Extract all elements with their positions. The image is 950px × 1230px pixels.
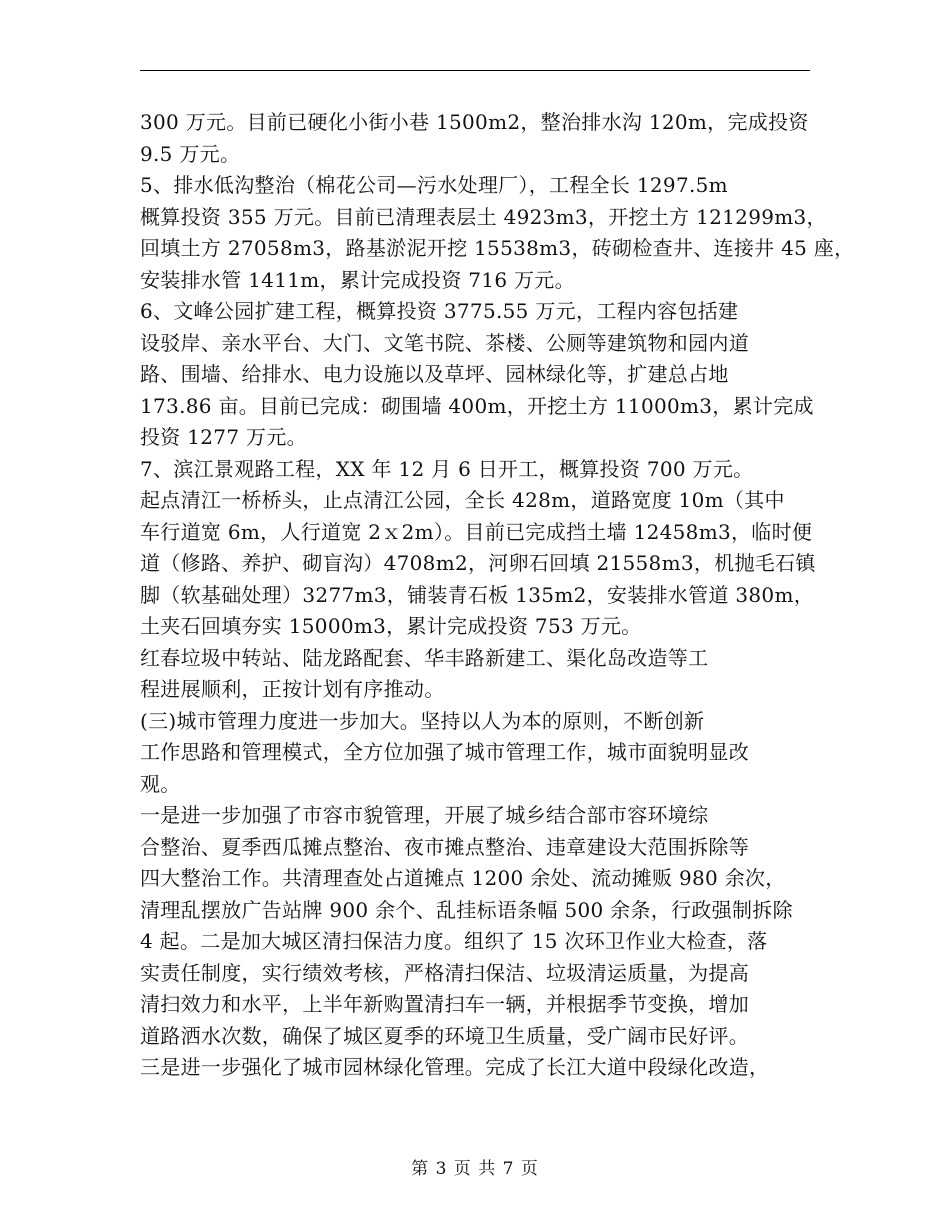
text-line: 清理乱摆放广告站牌 900 余个、乱挂标语条幅 500 余条，行政强制拆除 <box>140 897 793 922</box>
text-line: 观。 <box>140 771 181 796</box>
body-text <box>140 107 855 1084</box>
text-line: 投资 1277 万元。 <box>140 425 307 449</box>
text-line: 173.86 亩。目前已完成：砌围墙 400m，开挖土方 11000m3，累计完成 <box>140 393 814 418</box>
text-line: 车行道宽 6m，人行道宽 2ｘ2m）。目前已完成挡土墙 12458m3，临时便 <box>140 519 813 544</box>
text-line: 脚（软基础处理）3277m3，铺装青石板 135m2，安装排水管道 380m， <box>140 582 815 607</box>
text-line: 三是进一步强化了城市园林绿化管理。完成了长江大道中段绿化改造， <box>140 1055 770 1079</box>
text-line: 5、排水低沟整治（棉花公司—污水处理厂），工程全长 1297.5m <box>140 173 728 197</box>
text-line: (三)城市管理力度进一步加大。坚持以人为本的原则，不断创新 <box>140 708 705 733</box>
text-line: 土夹石回填夯实 15000m3，累计完成投资 753 万元。 <box>140 614 642 638</box>
text-line: 红春垃圾中转站、陆龙路配套、华丰路新建工、渠化岛改造等工 <box>140 645 709 670</box>
text-line: 9.5 万元。 <box>140 141 241 166</box>
text-line: 四大整治工作。共清理查处占道摊点 1200 余处、流动摊贩 980 余次， <box>140 866 786 890</box>
text-line: 程进展顺利，正按计划有序推动。 <box>140 677 445 701</box>
page-number: 第 3 页 共 7 页 <box>411 1159 539 1179</box>
text-line: 300 万元。目前已硬化小街小巷 1500m2，整治排水沟 120m，完成投资 <box>140 110 809 134</box>
text-line: 路、围墙、给排水、电力设施以及草坪、园林绿化等，扩建总占地 <box>140 362 729 386</box>
text-line: 概算投资 355 万元。目前已清理表层土 4923m3，开挖土方 121299m3， <box>140 204 827 229</box>
text-line: 道（修路、养护、砌盲沟）4708m2，河卵石回填 21558m3，机抛毛石镇 <box>140 551 816 575</box>
text-line: 4 起。二是加大城区清扫保洁力度。组织了 15 次环卫作业大检查，落 <box>140 929 768 953</box>
text-line: 工作思路和管理模式，全方位加强了城市管理工作，城市面貌明显改 <box>140 740 749 764</box>
text-line: 设驳岸、亲水平台、大门、文笔书院、茶楼、公厕等建筑物和园内道 <box>140 330 749 355</box>
header-rule <box>140 70 810 71</box>
text-line: 6、文峰公园扩建工程，概算投资 3775.55 万元，工程内容包括建 <box>140 299 739 323</box>
text-line: 实责任制度，实行绩效考核，严格清扫保洁、垃圾清运质量，为提高 <box>140 960 749 985</box>
text-line: 起点清江一桥桥头，止点清江公园，全长 428m，道路宽度 10m（其中 <box>140 488 785 512</box>
text-line: 7、滨江景观路工程，XX 年 12 月 6 日开工，概算投资 700 万元。 <box>140 456 754 481</box>
text-line: 一是进一步加强了市容市貌管理，开展了城乡结合部市容环境综 <box>140 803 709 827</box>
text-line: 道路洒水次数，确保了城区夏季的环境卫生质量，受广阔市民好评。 <box>140 1023 749 1048</box>
text-line: 安装排水管 1411m，累计完成投资 716 万元。 <box>140 267 575 292</box>
text-line: 清扫效力和水平，上半年新购置清扫车一辆，并根据季节变换，增加 <box>140 992 749 1016</box>
text-line: 合整治、夏季西瓜摊点整治、夜市摊点整治、违章建设大范围拆除等 <box>140 834 749 859</box>
text-line: 回填土方 27058m3，路基淤泥开挖 15538m3，砖砌检查井、连接井 45 座， <box>140 236 855 260</box>
